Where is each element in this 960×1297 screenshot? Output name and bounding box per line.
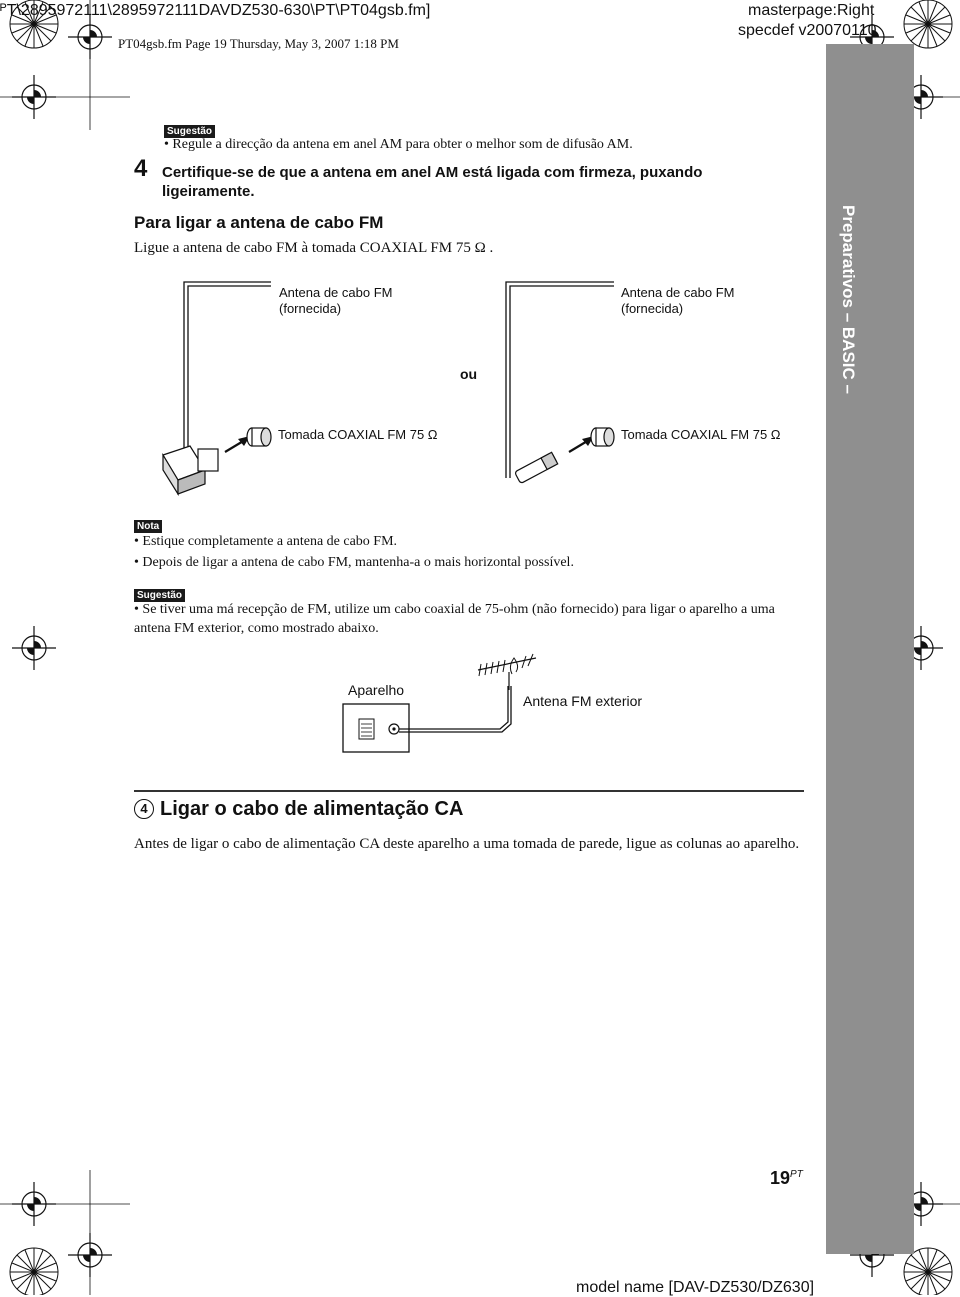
- note-bullet-1: • Estique completamente a antena de cabo FM.: [134, 532, 397, 551]
- note-bullet-2: • Depois de ligar a antena de cabo FM, mantenha-a o mais horizontal possível.: [134, 553, 574, 572]
- power-section-title: [134, 798, 463, 821]
- page-number-value: 19: [770, 1168, 791, 1188]
- step-number: 4: [134, 155, 148, 182]
- tip2-bullet: • Se tiver uma má recepção de FM, utilize um cabo coaxial de 75-ohm (não fornecido) para ligar o aparelho a uma antena FM exterior, como mostrado abaixo.: [134, 600, 814, 638]
- section-number-badge: 4: [134, 799, 154, 819]
- section-heading: Para ligar a antena de cabo FM: [134, 213, 384, 232]
- note-badge-label: Nota: [134, 520, 162, 533]
- header-file-info: PT04gsb.fm Page 19 Thursday, May 3, 2007 1:18 PM: [118, 36, 399, 51]
- left-antenna-label-2: (fornecida): [279, 301, 342, 316]
- section-instruction: Ligue a antena de cabo FM à tomada COAXIAL FM 75 Ω .: [134, 240, 494, 256]
- unit-label: Aparelho: [348, 682, 405, 698]
- header-specdef: specdef v20070110: [738, 22, 877, 39]
- header-file-path: ᴾT\2895972111\2895972111DAVDZ530-630\PT\PT04gsb.fm]: [0, 2, 431, 19]
- tip2-badge-label: Sugestão: [134, 589, 185, 602]
- page-number: [770, 1168, 803, 1189]
- section-divider: [134, 790, 804, 792]
- tip-badge-label: Sugestão: [164, 125, 215, 138]
- or-label: ou: [460, 366, 478, 382]
- page-number-suffix: PT: [790, 1169, 803, 1180]
- right-antenna-label-2: (fornecida): [621, 301, 684, 316]
- left-jack-label: Tomada COAXIAL FM 75 Ω: [278, 427, 438, 442]
- header-masterpage: masterpage:Right: [748, 2, 875, 19]
- power-section-title-text: Ligar o cabo de alimentação CA: [160, 798, 464, 820]
- right-antenna-label-1: Antena de cabo FM: [621, 285, 735, 300]
- model-name: model name [DAV-DZ530/DZ630]: [576, 1279, 815, 1296]
- step-text: Certifique-se de que a antena em anel AM está ligada com firmeza, puxando ligeiramente.: [162, 164, 703, 200]
- tip-bullet: • Regule a direcção da antena em anel AM para obter o melhor som de difusão AM.: [164, 135, 633, 154]
- side-tab-label: Preparativos – BASIC –: [839, 205, 858, 394]
- right-jack-label: Tomada COAXIAL FM 75 Ω: [621, 427, 781, 442]
- outdoor-antenna-label: Antena FM exterior: [523, 693, 643, 709]
- left-antenna-label-1: Antena de cabo FM: [279, 285, 393, 300]
- power-section-body: Antes de ligar o cabo de alimentação CA deste aparelho a uma tomada de parede, ligue as colunas ao aparelho.: [134, 836, 800, 852]
